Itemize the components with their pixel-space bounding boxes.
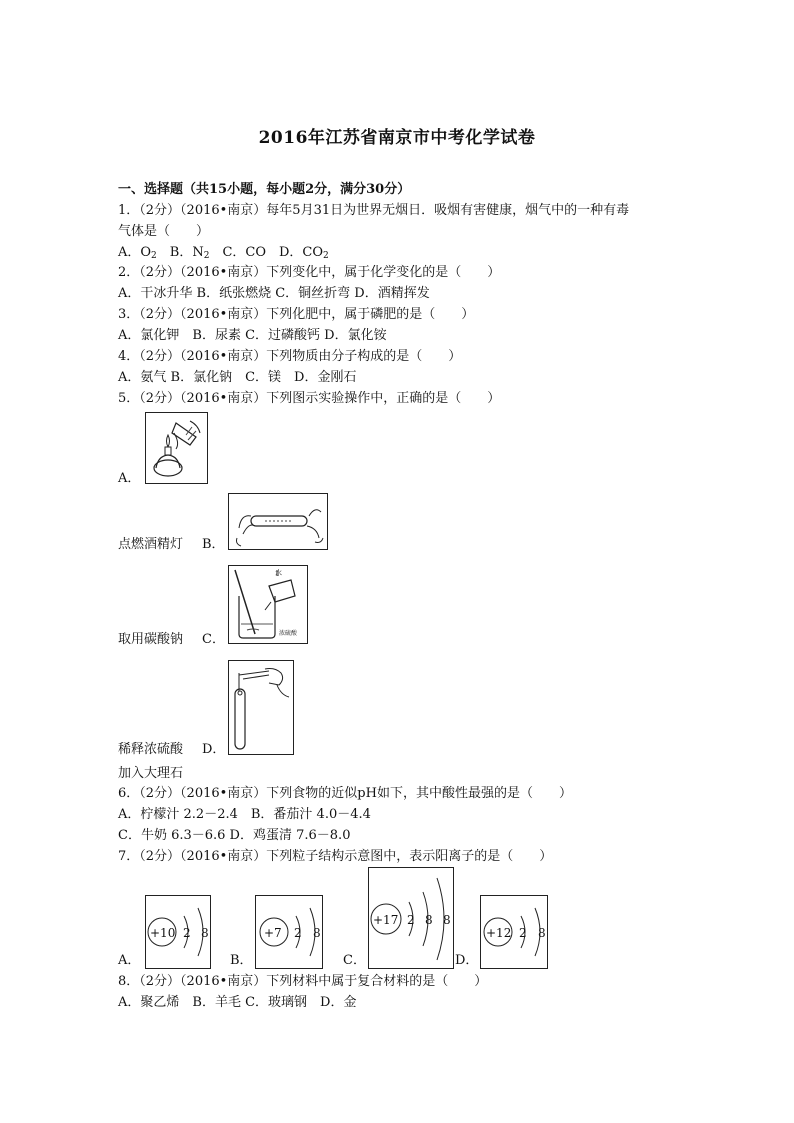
q1-option-cd: C．CO D．CO — [209, 245, 324, 260]
q5-figure-d-marble — [228, 660, 294, 755]
q7-atom-c-shell1: 2 — [407, 913, 415, 927]
q7-atom-c — [368, 867, 454, 969]
q7-atom-b-shell1: 2 — [294, 926, 302, 940]
q7-label-b: B． — [230, 953, 253, 968]
q5-caption-a: 点燃酒精灯 — [118, 537, 184, 552]
q5-stem: 5．（2分）（2016•南京）下列图示实验操作中，正确的是（ ） — [118, 391, 501, 406]
q7-stem: 7．（2分）（2016•南京）下列粒子结构示意图中，表示阳离子的是（ ） — [118, 849, 553, 864]
q7-label-d: D． — [455, 953, 479, 968]
q7-atom-b-nucleus: +7 — [264, 926, 282, 940]
q6-options-line2: C．牛奶 6.3－6.6 D．鸡蛋清 7.6－8.0 — [118, 828, 351, 843]
q3-options: A．氯化钾 B．尿素 C．过磷酸钙 D．氯化铵 — [118, 328, 387, 343]
q5-figure-a-alcohol-lamp — [145, 412, 208, 484]
q1-subscript: 2 — [203, 251, 210, 261]
q5-caption-c: 稀释浓硫酸 — [118, 742, 184, 757]
q7-atom-d-shell1: 2 — [519, 926, 527, 940]
q7-atom-a-shell2: 8 — [201, 926, 209, 940]
q6-options-line1: A．柠檬汁 2.2－2.4 B．番茄汁 4.0－4.4 — [118, 807, 371, 822]
q5-label-d: D． — [202, 742, 226, 757]
q4-options: A．氨气 B．氯化钠 C．镁 D．金刚石 — [118, 370, 357, 385]
q7-atom-d-nucleus: +12 — [486, 926, 512, 940]
q7-atom-d — [480, 895, 548, 969]
q5-figure-b-test-tube — [228, 493, 328, 550]
page-title: 2016年江苏省南京市中考化学试卷 — [258, 128, 536, 148]
q7-label-c: C． — [343, 953, 366, 968]
q5-caption-b: 取用碳酸钠 — [118, 632, 184, 647]
q5-label-a: A． — [118, 471, 141, 486]
q2-stem: 2．（2分）（2016•南京）下列变化中，属于化学变化的是（ ） — [118, 265, 501, 280]
q7-atom-a — [145, 895, 211, 969]
q2-options: A．干冰升华 B．纸张燃烧 C．铜丝折弯 D．酒精挥发 — [118, 286, 430, 301]
q7-atom-a-nucleus: +10 — [150, 926, 176, 940]
q1-stem-line2: 气体是（ ） — [118, 224, 210, 239]
q5-figure-c-acid-label: 浓硫酸 — [279, 630, 298, 637]
q7-atom-c-shell3: 8 — [443, 913, 451, 927]
q5-label-c: C． — [202, 632, 225, 647]
q7-label-a: A． — [118, 953, 141, 968]
q1-options — [118, 243, 329, 263]
q7-atom-d-shell2: 8 — [538, 926, 546, 940]
q5-label-b: B． — [202, 537, 225, 552]
q5-figure-c-water-label: 水 — [275, 569, 282, 577]
q1-option-a: A．O — [118, 245, 152, 260]
q8-stem: 8．（2分）（2016•南京）下列材料中属于复合材料的是（ ） — [118, 974, 488, 989]
q1-subscript: 2 — [323, 251, 329, 261]
q1-stem-line1: 1．（2分）（2016•南京）每年5月31日为世界无烟日．吸烟有害健康，烟气中的一种有毒 — [118, 203, 630, 218]
section-heading: 一、选择题（共15小题，每小题2分，满分30分） — [118, 182, 411, 197]
q5-figure-c-dilution — [228, 565, 308, 644]
q6-stem: 6．（2分）（2016•南京）下列食物的近似pH如下，其中酸性最强的是（ ） — [118, 786, 572, 801]
q3-stem: 3．（2分）（2016•南京）下列化肥中，属于磷肥的是（ ） — [118, 307, 475, 322]
q4-stem: 4．（2分）（2016•南京）下列物质由分子构成的是（ ） — [118, 349, 462, 364]
q7-atom-c-nucleus: +17 — [373, 913, 399, 927]
q7-atom-a-shell1: 2 — [183, 926, 191, 940]
q7-atom-c-shell2: 8 — [425, 913, 433, 927]
q7-atom-b — [255, 895, 323, 969]
q7-atom-b-shell2: 8 — [313, 926, 321, 940]
q1-subscript: 2 — [151, 251, 157, 261]
q8-options: A．聚乙烯 B．羊毛 C．玻璃钢 D．金 — [118, 995, 357, 1010]
q5-caption-d: 加入大理石 — [118, 766, 184, 781]
q1-option-b: B．N — [156, 245, 204, 260]
